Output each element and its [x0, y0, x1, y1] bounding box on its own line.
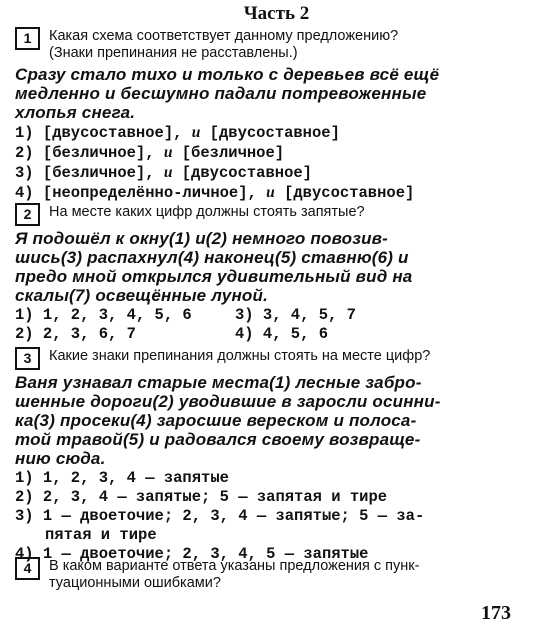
sentence-line: предо мной открылся удивительный вид на	[15, 267, 413, 286]
task-4	[15, 557, 541, 592]
answer-option-continuation: пятая и тире	[45, 526, 157, 544]
answer-option[interactable]: 4) 1 — двоеточие; 2, 3, 4, 5 — запятые	[15, 545, 369, 563]
answer-option[interactable]: 1) [двусоставное], и [двусоставное]	[15, 124, 340, 142]
task-sentence	[15, 229, 541, 305]
task-1	[15, 27, 541, 203]
question-line: (Знаки препинания не расставлены.)	[49, 45, 298, 61]
answer-options	[15, 469, 541, 564]
sentence-line: шись(3) распахнул(4) наконец(5) ставню(6) и	[15, 248, 409, 267]
answer-option[interactable]: 2) [безличное], и [безличное]	[15, 144, 285, 162]
sentence-line: хлопья снега.	[15, 103, 136, 122]
task-2	[15, 203, 541, 344]
answer-options	[15, 306, 541, 344]
sentence-line: медленно и бесшумно падали потревоженные	[15, 84, 427, 103]
question-line: В каком варианте ответа указаны предложения с пунк-	[49, 558, 420, 574]
sentence-line: ка(3) просеки(4) заросшие вереском и полоса-	[15, 411, 417, 430]
task-question: Какие знаки препинания должны стоять на месте цифр?	[49, 348, 431, 364]
task-question: На месте каких цифр должны стоять запятые?	[49, 204, 365, 220]
answer-option[interactable]: 1) 1, 2, 3, 4 — запятые	[15, 469, 229, 487]
answer-option[interactable]: 4) 4, 5, 6	[235, 325, 329, 343]
task-number: 2	[15, 203, 40, 226]
answer-options	[15, 123, 541, 203]
answer-option[interactable]: 4) [неопределённо-личное], и [двусоставное]	[15, 184, 415, 202]
task-question	[49, 557, 419, 592]
page-number: 173	[481, 602, 511, 624]
answer-option[interactable]: 2) 2, 3, 4 — запятые; 5 — запятая и тире	[15, 488, 388, 506]
question-line: туационными ошибками?	[49, 575, 221, 591]
task-sentence	[15, 373, 541, 468]
question-line: Какая схема соответствует данному предложению?	[49, 28, 399, 44]
answer-option[interactable]: 3) 3, 4, 5, 7	[235, 306, 356, 324]
answer-option[interactable]: 3) 1 — двоеточие; 2, 3, 4 — запятые; 5 — за-	[15, 507, 425, 525]
sentence-line: Я подошёл к окну(1) и(2) немного повозив-	[15, 229, 388, 248]
sentence-line: той травой(5) и радовался своему возвраще-	[15, 430, 421, 449]
task-question	[49, 27, 398, 62]
sentence-line: Ваня узнавал старые места(1) лесные забро-	[15, 373, 422, 392]
answer-option[interactable]: 2) 2, 3, 6, 7	[15, 325, 136, 343]
sentence-line: Сразу стало тихо и только с деревьев всё ещё	[15, 65, 440, 84]
sentence-line: шенные дороги(2) уводившие в заросли осинни-	[15, 392, 441, 411]
task-sentence	[15, 65, 541, 122]
task-3	[15, 347, 541, 564]
answer-option[interactable]: 3) [безличное], и [двусоставное]	[15, 164, 312, 182]
task-number: 1	[15, 27, 40, 50]
answer-option[interactable]: 1) 1, 2, 3, 4, 5, 6	[15, 306, 192, 324]
task-number: 3	[15, 347, 40, 370]
sentence-line: нию сюда.	[15, 449, 106, 468]
sentence-line: скалы(7) освещённые луной.	[15, 286, 269, 305]
part-title: Часть 2	[243, 3, 310, 24]
task-number: 4	[15, 557, 40, 580]
